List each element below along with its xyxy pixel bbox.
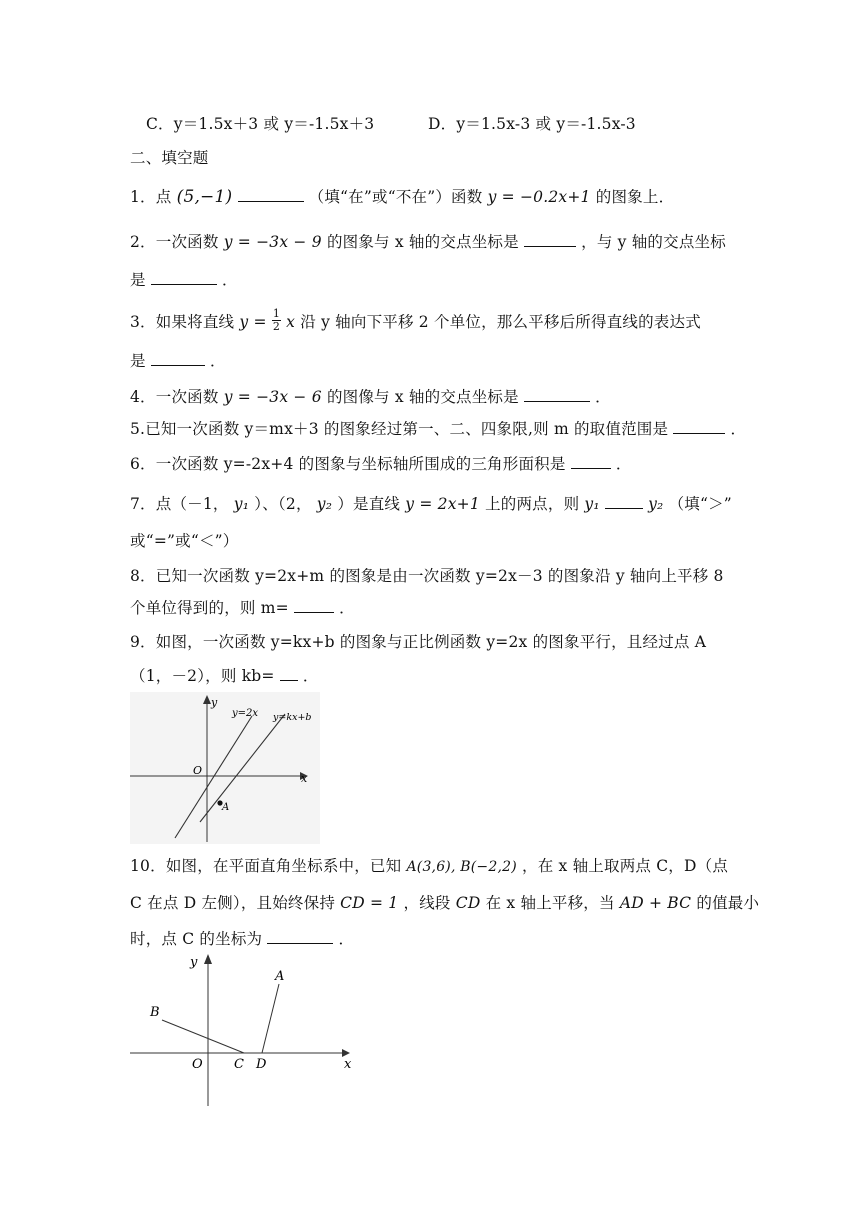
figure-1-label-ykxb: y=kx+b	[273, 712, 312, 723]
q10-cd2: CD	[455, 894, 481, 912]
figure-1-label-y2x: y=2x	[232, 708, 259, 719]
q8-text: 8．已知一次函数 y=2x+m 的图象是由一次函数 y=2x－3 的图象沿 y 轴向上平移 8	[130, 567, 724, 585]
q7-y1: y₁	[233, 495, 250, 513]
q9-text-3: ．	[302, 667, 319, 685]
figure-2-x-arrow	[342, 1049, 350, 1057]
q7-text-6: 或“=”或“＜”）	[130, 532, 239, 550]
q3-blank[interactable]	[151, 351, 205, 366]
q7-y1b: y₁	[584, 495, 600, 513]
q2-text-5: ．	[221, 271, 238, 289]
q7-equation: y = 2x+1	[405, 495, 480, 513]
q10-text-7: 时，点 C 的坐标为	[130, 930, 263, 948]
question-10-cont-1	[130, 891, 759, 913]
q3-eq-pre: y =	[239, 313, 267, 331]
question-9	[130, 630, 706, 652]
q3-eq-post: x	[286, 313, 296, 331]
figure-2-label-a: A	[275, 969, 285, 984]
q1-equation: y = −0.2x+1	[487, 188, 591, 206]
q7-text-5: （填“＞”	[668, 495, 732, 513]
section-title: 二、填空题	[130, 149, 209, 167]
q7-text-2: ）、（2，	[254, 495, 312, 513]
q6-text: 6．一次函数 y=-2x+4 的图象与坐标轴所围成的三角形面积是	[130, 455, 566, 473]
figure-2-segment-ad	[262, 984, 279, 1053]
figure-1-label-a: A	[222, 802, 230, 813]
q7-y2: y₂	[316, 495, 333, 513]
q1-blank[interactable]	[238, 187, 304, 202]
q10-blank[interactable]	[267, 929, 333, 944]
q4-blank[interactable]	[524, 387, 590, 402]
question-3	[130, 306, 701, 333]
figure-2-segment-bc	[162, 1020, 244, 1053]
question-2	[130, 230, 726, 252]
q3-frac-num: 1	[272, 306, 281, 320]
q3-text: 3．如果将直线	[130, 313, 235, 331]
question-10-cont-2	[130, 927, 354, 949]
question-8-cont	[130, 596, 355, 618]
q1-text: 1．点	[130, 188, 172, 206]
q10-text-3: C 在点 D 左侧），且始终保持	[130, 894, 336, 912]
q2-text-2: 的图象与 x 轴的交点坐标是	[326, 233, 519, 251]
figure-2-label-d: D	[256, 1057, 267, 1072]
question-1	[130, 185, 674, 207]
figure-1-label-o: O	[193, 764, 203, 777]
q2-equation: y = −3x − 9	[223, 233, 322, 251]
q4-text-2: 的图像与 x 轴的交点坐标是	[326, 388, 519, 406]
q6-blank[interactable]	[571, 454, 611, 469]
q10-text-8: ．	[338, 930, 355, 948]
q2-text-3: ，与 y 轴的交点坐标	[581, 233, 726, 251]
q8-text-2: 个单位得到的，则 m=	[130, 599, 289, 617]
q9-text-2: （1，－2），则 kb=	[130, 667, 275, 685]
q4-equation: y = −3x − 6	[223, 388, 322, 406]
question-10	[130, 854, 728, 876]
q8-blank[interactable]	[294, 598, 334, 613]
question-5	[130, 417, 746, 439]
q3-frac-den: 2	[272, 319, 281, 333]
q10-text-2: ，在 x 轴上取两点 C，D（点	[522, 857, 729, 875]
q2-blank-1[interactable]	[524, 232, 576, 247]
q2-blank-2[interactable]	[151, 270, 217, 285]
q7-text-4: 上的两点，则	[485, 495, 580, 513]
question-7	[130, 492, 732, 514]
q9-text: 9．如图，一次函数 y=kx+b 的图象与正比例函数 y=2x 的图象平行，且经过点 A	[130, 633, 707, 651]
figure-1	[130, 692, 320, 844]
q2-text-4: 是	[130, 271, 146, 289]
q6-text-2: ．	[615, 455, 632, 473]
q8-text-3: ．	[339, 599, 355, 617]
q10-text: 10．如图，在平面直角坐标系中，已知	[130, 857, 402, 875]
q3-text-3: 是	[130, 352, 146, 370]
question-8	[130, 564, 724, 586]
figure-2-label-b: B	[150, 1005, 160, 1020]
q10-cd: CD = 1	[340, 894, 399, 912]
q10-sum: AD + BC	[619, 894, 692, 912]
figure-2-label-x: x	[344, 1057, 352, 1072]
question-7-cont	[130, 529, 238, 551]
q1-point: (5,−1)	[176, 187, 233, 207]
q5-text: 5.已知一次函数 y＝mx＋3 的图象经过第一、二、四象限,则 m 的取值范围是	[130, 420, 669, 438]
figure-1-label-y: y	[211, 696, 218, 709]
q7-y2b: y₂	[648, 495, 664, 513]
q10-text-6: 的值最小	[696, 894, 760, 912]
question-4	[130, 385, 611, 407]
q3-text-2: 沿 y 轴向下平移 2 个单位，那么平移后所得直线的表达式	[300, 313, 701, 331]
q4-text-3: ．	[595, 388, 611, 406]
q7-blank[interactable]	[605, 494, 643, 509]
q4-text: 4．一次函数	[130, 388, 219, 406]
question-2-cont	[130, 268, 238, 290]
q10-points: A(3,6), B(−2,2)	[406, 859, 517, 875]
q1-text-2: （填“在”或“不在”）函数	[308, 188, 483, 206]
figure-2-label-c: C	[234, 1057, 244, 1072]
q5-text-2: ．	[730, 420, 747, 438]
q3-text-4: ．	[209, 352, 226, 370]
question-3-cont	[130, 349, 226, 371]
q3-fraction	[272, 308, 281, 333]
question-9-cont	[130, 664, 319, 686]
figure-2-label-y: y	[190, 955, 198, 970]
q7-text: 7．点（－1，	[130, 495, 229, 513]
figure-2-label-o: O	[192, 1057, 203, 1072]
q10-text-5: 在 x 轴上平移，当	[485, 894, 615, 912]
option-d: D．y＝1.5x-3 或 y＝-1.5x-3	[428, 115, 636, 133]
q10-text-4: ，线段	[403, 894, 451, 912]
q5-blank[interactable]	[673, 419, 725, 434]
question-6	[130, 452, 632, 474]
q2-text: 2．一次函数	[130, 233, 219, 251]
figure-2	[130, 950, 360, 1110]
q1-text-3: 的图象上．	[595, 188, 675, 206]
figure-2-y-arrow	[204, 954, 212, 964]
q9-blank[interactable]	[280, 666, 298, 681]
q7-text-3: ）是直线	[337, 495, 401, 513]
figure-1-label-x: x	[301, 772, 308, 785]
figure-1-graph	[130, 692, 320, 844]
figure-2-graph	[130, 950, 360, 1110]
option-c: C．y＝1.5x＋3 或 y＝-1.5x＋3	[146, 115, 375, 133]
